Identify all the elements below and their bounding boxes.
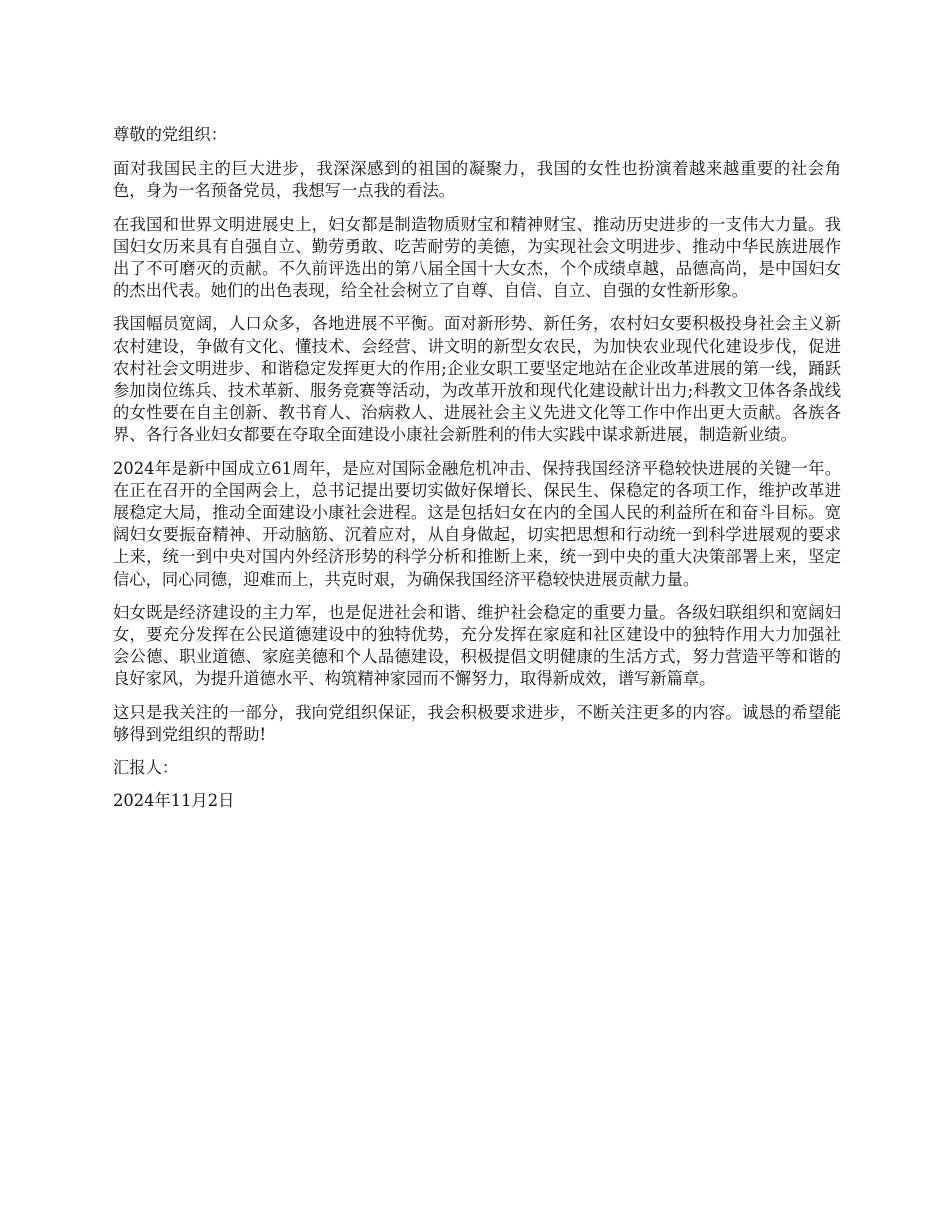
- paragraph-1: 面对我国民主的巨大进步，我深深感到的祖国的凝聚力，我国的女性也扮演着越来越重要的社会角色，身为一名预备党员，我想写一点我的看法。: [113, 159, 841, 201]
- paragraph-3: 我国幅员宽阔，人口众多，各地进展不平衡。面对新形势、新任务，农村妇女要积极投身社会主义新农村建设，争做有文化、懂技术、会经营、讲文明的新型女农民，为加快农业现代化建设步伐，促进农村社会文明进步、和谐稳定发挥更大的作用;企业女职工要坚定地站在企业改革进展的第一线，踊跃参加岗位练兵、技术革新、服务竞赛等活动，为改革开放和现代化建设献计出力;科教文卫体各条战线的女性要在自主创新、教书育人、治病救人、进展社会主义先进文化等工作中作出更大贡献。各族各界、各行各业妇女都要在夺取全面建设小康社会新胜利的伟大实践中谋求新进展，制造新业绩。: [113, 314, 841, 445]
- paragraph-2: 在我国和世界文明进展史上，妇女都是制造物质财宝和精神财宝、推动历史进步的一支伟大力量。我国妇女历来具有自强自立、勤劳勇敢、吃苦耐劳的美德，为实现社会文明进步、推动中华民族进展作出了不可磨灭的贡献。不久前评选出的第八届全国十大女杰，个个成绩卓越，品德高尚，是中国妇女的杰出代表。她们的出色表现，给全社会树立了自尊、自信、自立、自强的女性新形象。: [113, 214, 841, 301]
- letter-body: [113, 124, 841, 823]
- salutation: 尊敬的党组织：: [113, 125, 227, 144]
- signature-label: 汇报人：: [113, 758, 179, 778]
- report-date: 2024年11月2日: [113, 791, 235, 811]
- paragraph-6: 这只是我关注的一部分，我向党组织保证，我会积极要求进步，不断关注更多的内容。诚恳的希望能够得到党组织的帮助!: [113, 702, 841, 744]
- paragraph-5: 妇女既是经济建设的主力军，也是促进社会和谐、维护社会稳定的重要力量。各级妇联组织和宽阔妇女，要充分发挥在公民道德建设中的独特优势，充分发挥在家庭和社区建设中的独特作用大力加强社会公德、职业道德、家庭美德和个人品德建设，积极提倡文明健康的生活方式，努力营造平等和谐的良好家风，为提升道德水平、构筑精神家园而不懈努力，取得新成效，谱写新篇章。: [113, 602, 841, 689]
- paragraph-4: 2024年是新中国成立61周年，是应对国际金融危机冲击、保持我国经济平稳较快进展的关键一年。在正在召开的全国两会上，总书记提出要切实做好保增长、保民生、保稳定的各项工作，维护改革进展稳定大局，推动全面建设小康社会进程。这是包括妇女在内的全国人民的利益所在和奋斗目标。宽阔妇女要振奋精神、开动脑筋、沉着应对，从自身做起，切实把思想和行动统一到科学进展观的要求上来，统一到中央对国内外经济形势的科学分析和推断上来，统一到中央的重大决策部署上来，坚定信心，同心同德，迎难而上，共克时艰，为确保我国经济平稳较快进展贡献力量。: [113, 458, 841, 589]
